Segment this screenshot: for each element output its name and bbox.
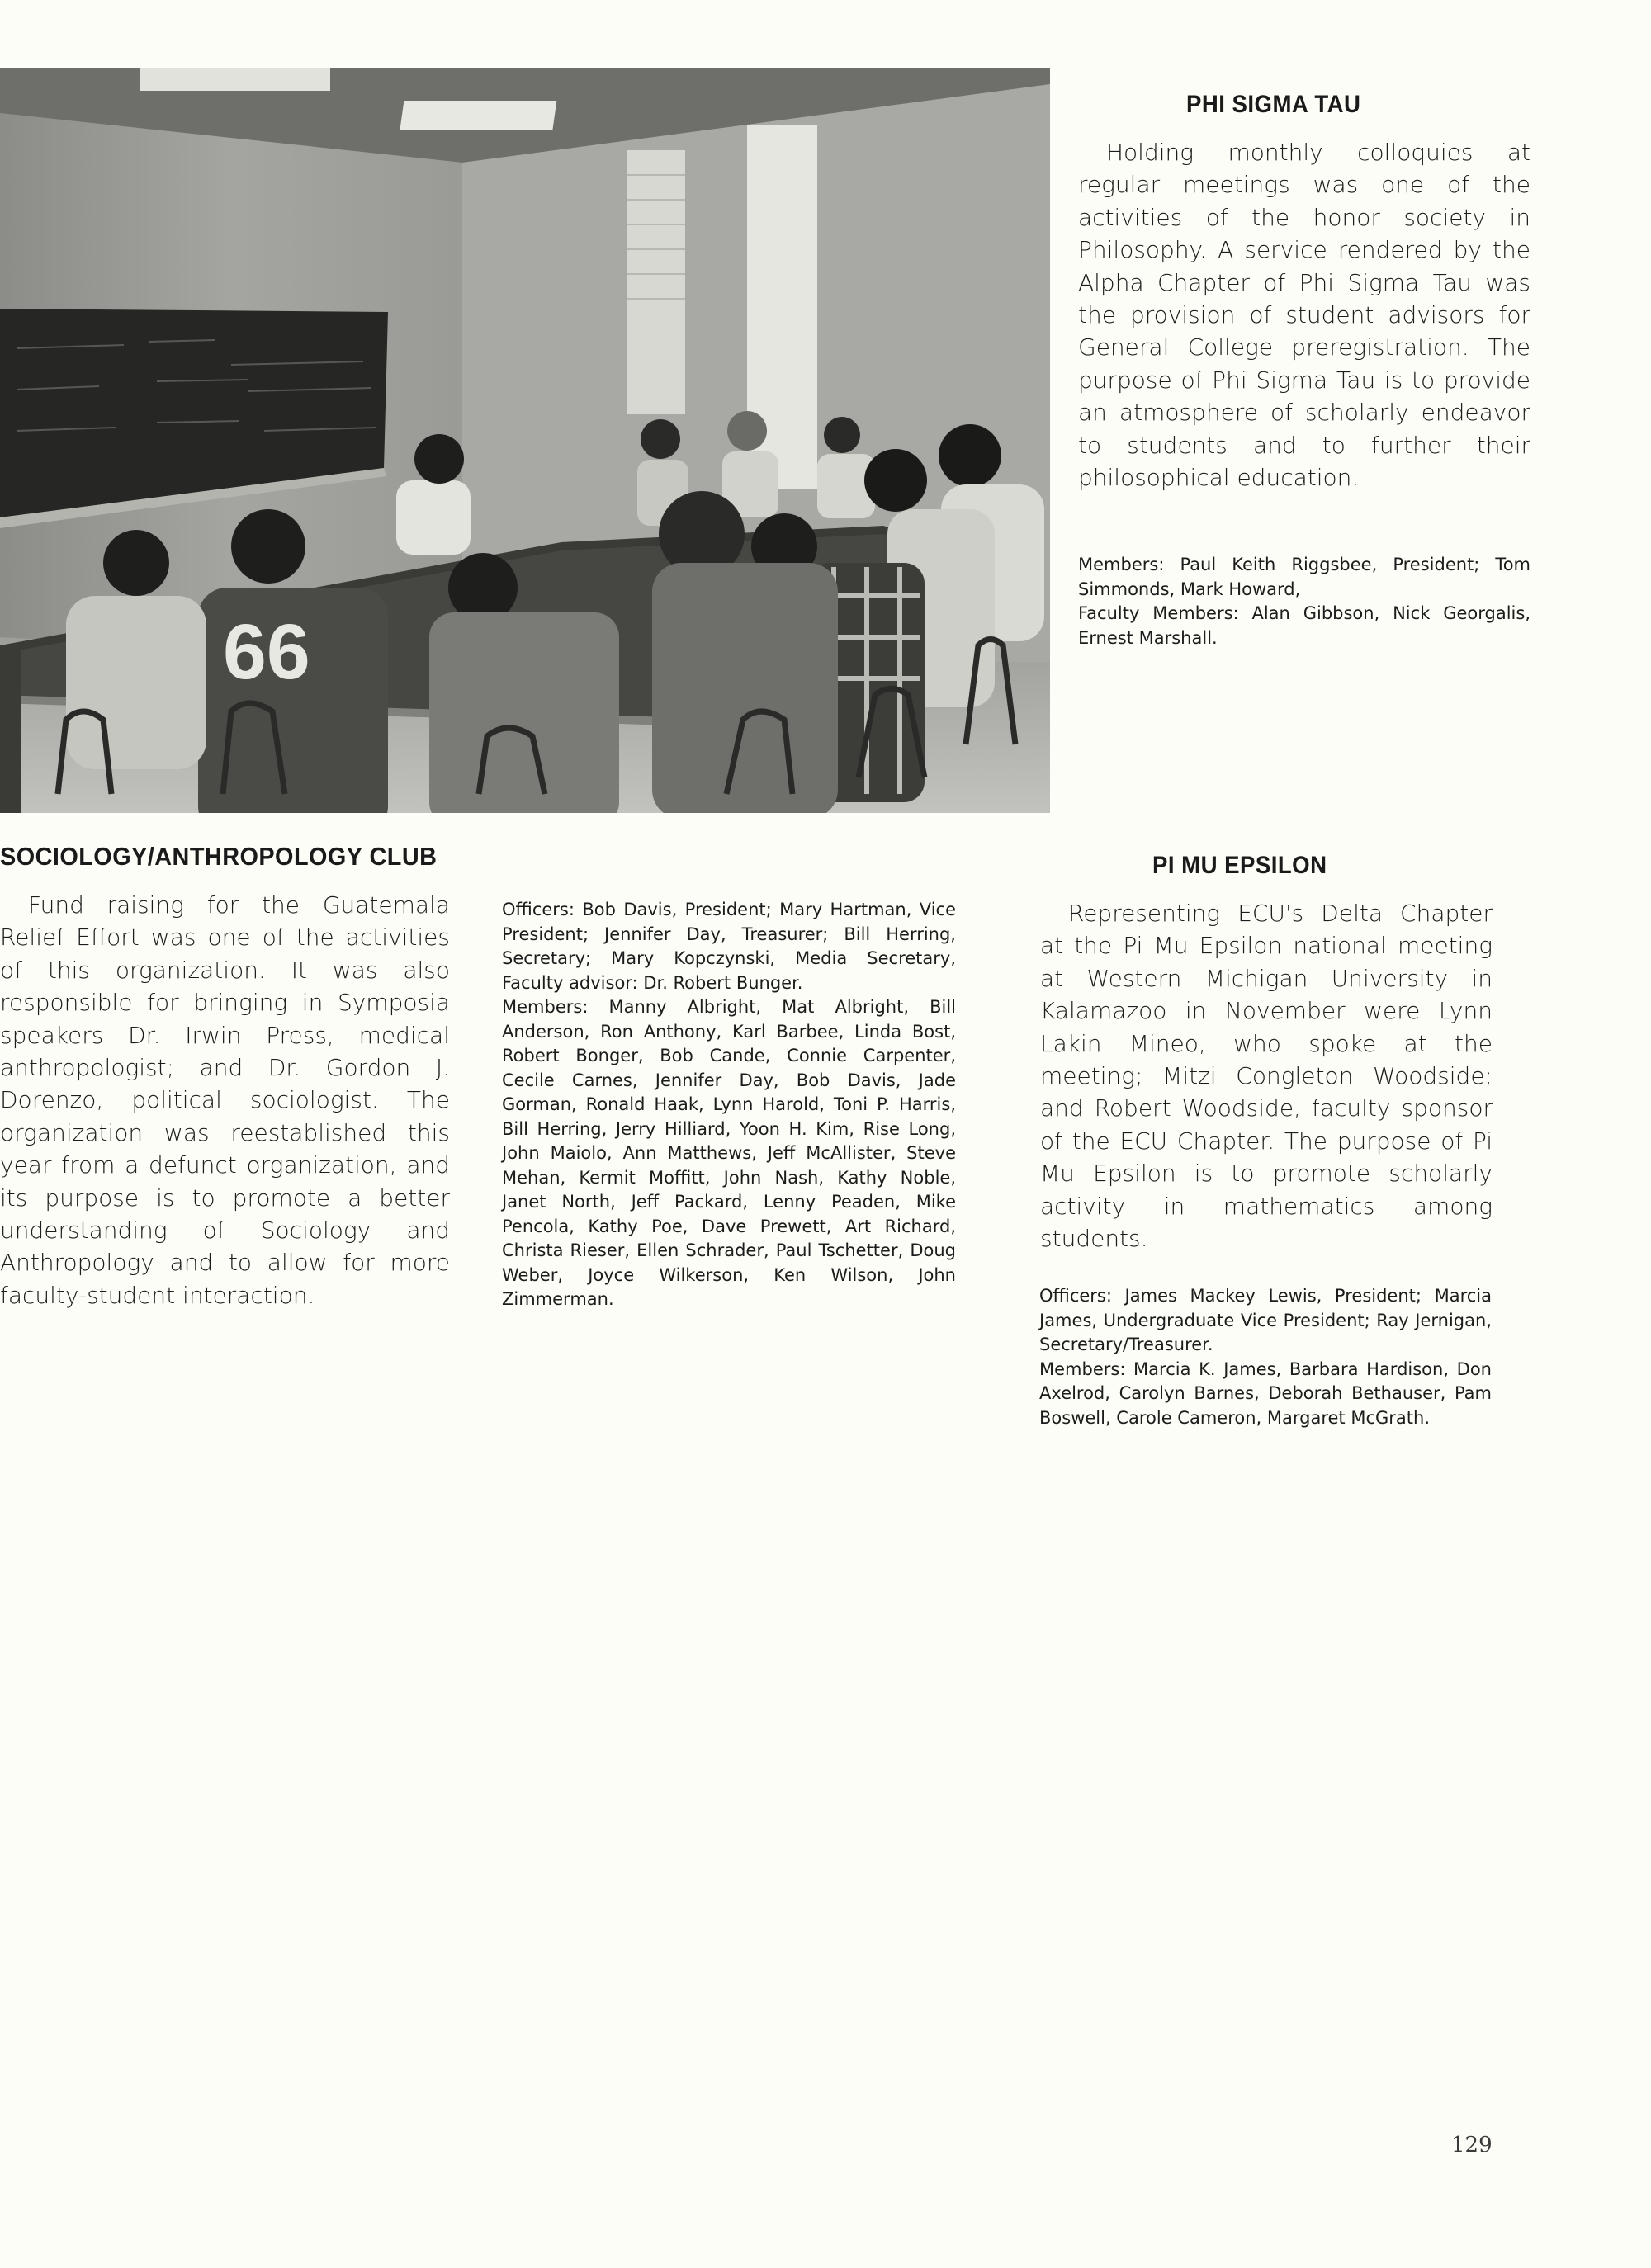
page-number: 129 — [1451, 2133, 1493, 2157]
pi-mu-epsilon-body-text: Representing ECU's Delta Chapter at the Pi Mu Epsilon national meeting at Western Michigan University in Kalamazoo in November were Lynn Lakin Mineo, who spoke at the meeting; Mitzi Congleton Woodside; and Robert Woodside, faculty sponsor of the ECU Chapter. The purpose of Pi Mu Epsilon is to promote scholarly activity in mathematics among students. — [1040, 900, 1493, 1253]
classroom-photo-illustration — [0, 68, 1050, 813]
phi-sigma-tau-heading: PHI SIGMA TAU — [1186, 91, 1361, 118]
phi-sigma-tau-members-block — [1078, 553, 1530, 650]
pi-mu-epsilon-officers: Officers: James Mackey Lewis, President; Marcia James, Undergraduate Vice President; Ray Jernigan, Secretary/Treasurer. — [1039, 1286, 1492, 1354]
sociology-anthropology-body — [0, 889, 450, 1311]
pi-mu-epsilon-roster — [1039, 1284, 1492, 1430]
sociology-anthropology-body-text: Fund raising for the Guatemala Relief Effort was one of the activities of this organization. It was also responsible for bringing in Symposia speakers Dr. Irwin Press, medical anthropologist; and Dr. Gordon J. Dorenzo, political sociologist. The organization was reestablished this year from a defunct organization, and its purpose is to promote a better understanding of Sociology and Anthropology and to allow for more faculty-student interaction. — [0, 891, 450, 1309]
phi-sigma-tau-body — [1078, 136, 1530, 494]
pi-mu-epsilon-heading: PI MU EPSILON — [1152, 852, 1327, 879]
classroom-photo — [0, 68, 1050, 813]
phi-sigma-tau-body-text: Holding monthly colloquies at regular meetings was one of the activities of the honor society in Philosophy. A service rendered by the Alpha Chapter of Phi Sigma Tau was the provision of student advisors for General College preregistration. The purpose of Phi Sigma Tau is to provide an atmosphere of scholarly endeavor to students and to further their philosophical education. — [1078, 139, 1530, 492]
phi-sigma-tau-members: Members: Paul Keith Riggsbee, President; Tom Simmonds, Mark Howard, — [1078, 555, 1530, 599]
sociology-anthropology-heading: SOCIOLOGY/ANTHROPOLOGY CLUB — [0, 842, 438, 871]
pi-mu-epsilon-body — [1040, 897, 1493, 1254]
phi-sigma-tau-faculty-members: Faculty Members: Alan Gibbson, Nick Georgalis, Ernest Marshall. — [1078, 603, 1530, 648]
svg-text:66: 66 — [223, 608, 310, 696]
sociology-anthropology-roster — [502, 898, 956, 1312]
sociology-anthropology-officers: Officers: Bob Davis, President; Mary Hartman, Vice President; Jennifer Day, Treasurer; Bill Herring, Secretary; Mary Kopczynski, Media Secretary, Faculty advisor: Dr. Robert Bunger. — [502, 900, 956, 993]
sociology-anthropology-members: Members: Manny Albright, Mat Albright, Bill Anderson, Ron Anthony, Karl Barbee, Linda Bost, Robert Bonger, Bob Cande, Connie Carpenter, Cecile Carnes, Jennifer Day, Bob Davis, Jade Gorman, Ronald Haak, Lynn Harold, Toni P. Harris, Bill Herring, Jerry Hilliard, Yoon H. Kim, Rise Long, John Maiolo, Ann Matthews, Jeff McAllister, Steve Mehan, Kermit Moffitt, John Nash, Kathy Noble, Janet North, Jeff Packard, Lenny Peaden, Mike Pencola, Kathy Poe, Dave Prewett, Art Richard, Christa Rieser, Ellen Schrader, Paul Tschetter, Doug Weber, Joyce Wilkerson, Ken Wilson, John Zimmerman. — [502, 997, 956, 1309]
pi-mu-epsilon-members: Members: Marcia K. James, Barbara Hardison, Don Axelrod, Carolyn Barnes, Deborah Bethauser, Pam Boswell, Carole Cameron, Margaret McGrath. — [1039, 1358, 1492, 1428]
